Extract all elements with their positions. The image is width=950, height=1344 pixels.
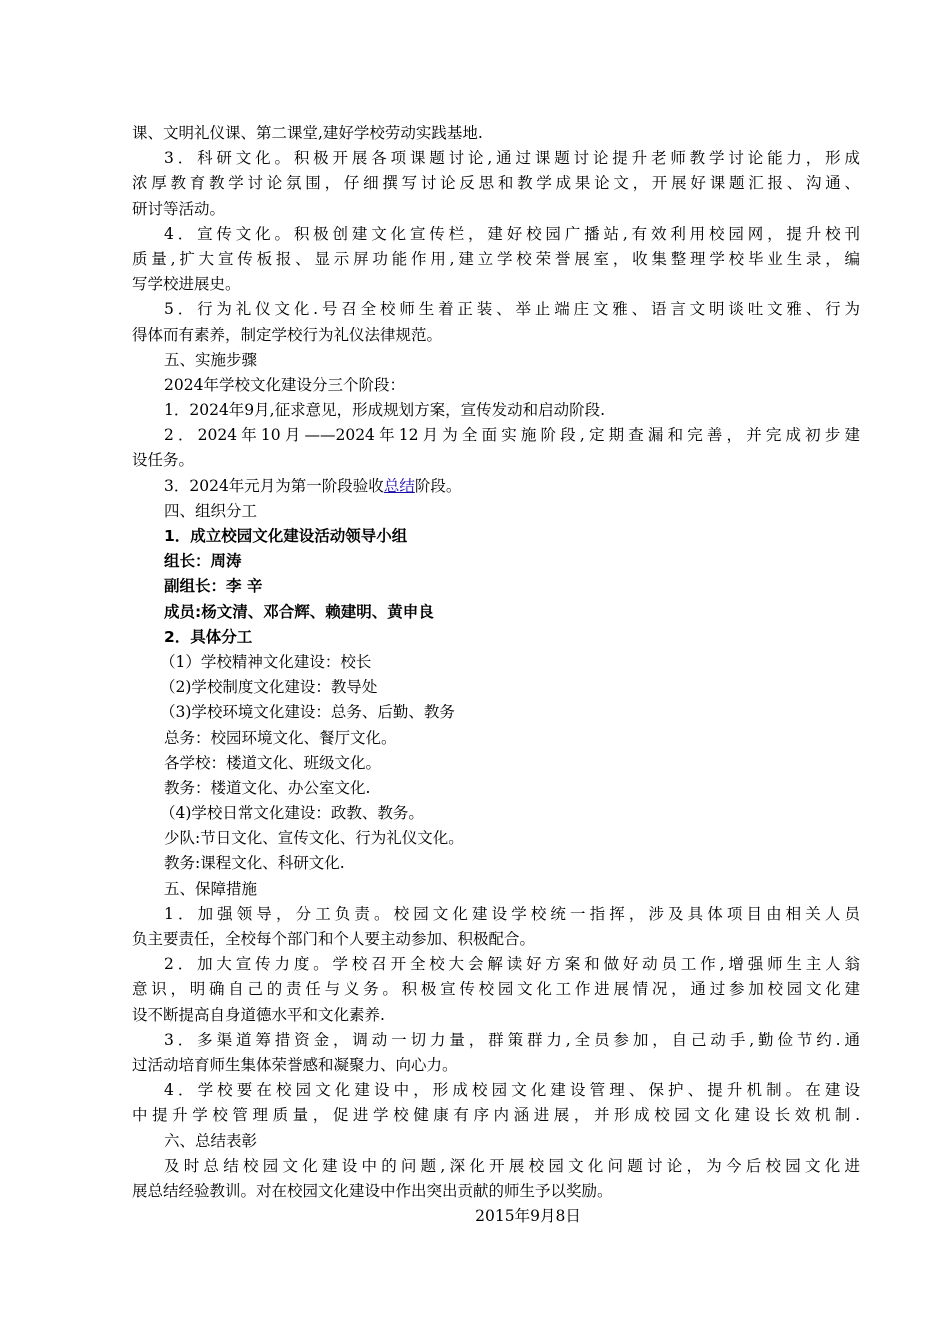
- text-line: 2024年学校文化建设分三个阶段：: [164, 375, 405, 394]
- text-line: 设不断提高自身道德水平和文化素养.: [132, 1005, 385, 1024]
- text-line: 4．宣传文化。积极创建文化宣传栏，建好校园广播站,有效利用校园网，提升校刊: [164, 224, 860, 243]
- subheading: 1．成立校园文化建设活动领导小组: [164, 527, 408, 545]
- text-line: 教务:课程文化、科研文化.: [164, 854, 345, 873]
- text-line: 质量,扩大宣传板报、显示屏功能作用,建立学校荣誉展室，收集整理学校毕业生录，编: [132, 249, 860, 268]
- text-line: 3．多渠道筹措资金，调动一切力量，群策群力,全员参加，自己动手,勤俭节约.通: [164, 1030, 860, 1049]
- section-heading: 四、组织分工: [164, 501, 258, 520]
- members-line: 成员:杨文清、邓合辉、赖建明、黄申良: [164, 602, 434, 621]
- text-line: 意识，明确自己的责任与义务。积极宣传校园文化工作进展情况，通过参加校园文化建: [132, 980, 860, 999]
- text-line: 及时总结校园文化建设中的问题,深化开展校园文化问题讨论，为今后校园文化进: [164, 1156, 860, 1175]
- text-line: 过活动培育师生集体荣誉感和凝聚力、向心力。: [132, 1055, 458, 1074]
- text-line: （4)学校日常文化建设：政教、教务。: [160, 804, 424, 823]
- document-date: 2015年9月8日: [475, 1207, 581, 1226]
- leader-line: 组长：周涛: [164, 552, 242, 571]
- text-line: 得体而有素养，制定学校行为礼仪法律规范。: [132, 325, 443, 344]
- text-line: 2．2024年10月——2024年12月为全面实施阶段,定期查漏和完善，并完成初步建: [164, 426, 860, 445]
- text-line: 1．加强领导，分工负责。校园文化建设学校统一指挥，涉及具体项目由相关人员: [164, 904, 860, 923]
- section-heading: 五、实施步骤: [164, 350, 258, 369]
- text-line: 2．加大宣传力度。学校召开全校大会解读好方案和做好动员工作,增强师生主人翁: [164, 955, 860, 974]
- text-line: 少队:节日文化、宣传文化、行为礼仪文化。: [164, 829, 464, 848]
- text-line: 写学校进展史。: [132, 275, 241, 294]
- document-body: [132, 121, 860, 1229]
- text-line: （1）学校精神文化建设：校长: [160, 652, 372, 671]
- text-line: 展总结经验教训。对在校园文化建设中作出突出贡献的师生予以奖励。: [132, 1181, 613, 1200]
- text-line: 4．学校要在校园文化建设中，形成校园文化建设管理、保护、提升机制。在建设: [164, 1081, 860, 1100]
- text-line: 5．行为礼仪文化.号召全校师生着正装、举止端庄文雅、语言文明谈吐文雅、行为: [164, 300, 860, 319]
- text-line: 教务：楼道文化、办公室文化.: [164, 778, 371, 797]
- text-line: 各学校：楼道文化、班级文化。: [164, 753, 382, 772]
- text-line: 课、文明礼仪课、第二课堂,建好学校劳动实践基地.: [132, 124, 483, 142]
- text-line: 研讨等活动。: [132, 199, 226, 218]
- text-line: 负主要责任，全校每个部门和个人要主动参加、积极配合。: [132, 930, 536, 948]
- section-heading: 六、总结表彰: [164, 1131, 258, 1150]
- text-line: 设任务。: [132, 451, 195, 470]
- text-line: （2)学校制度文化建设：教导处: [160, 678, 378, 697]
- text-line: 3．科研文化。积极开展各项课题讨论,通过课题讨论提升老师教学讨论能力，形成: [164, 149, 860, 168]
- text-line: [132, 474, 860, 499]
- text-line: 总务：校园环境文化、餐厅文化。: [164, 728, 397, 747]
- text-line: 1．2024年9月,征求意见，形成规划方案，宣传发动和启动阶段.: [164, 401, 606, 420]
- text-span: 阶段。: [414, 476, 462, 495]
- text-line: 中提升学校管理质量，促进学校健康有序内涵进展，并形成校园文化建设长效机制.: [132, 1106, 860, 1125]
- text-line: （3)学校环境文化建设：总务、后勤、教务: [160, 703, 455, 722]
- summary-link[interactable]: 总结: [383, 476, 415, 495]
- section-heading: 五、保障措施: [164, 879, 258, 898]
- text-span: 3．2024年元月为第一阶段验收: [164, 476, 384, 495]
- deputy-leader-line: 副组长：李 辛: [164, 577, 263, 596]
- text-line: 浓厚教育教学讨论氛围，仔细撰写讨论反思和教学成果论文，开展好课题汇报、沟通、: [132, 174, 860, 193]
- subheading: 2．具体分工: [164, 627, 253, 646]
